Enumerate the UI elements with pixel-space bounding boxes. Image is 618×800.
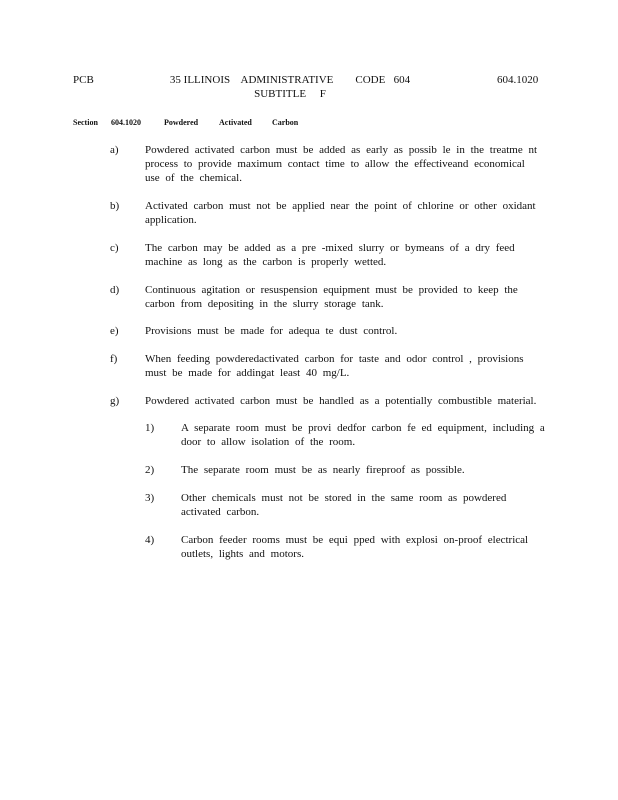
list-item-text — [145, 199, 536, 227]
text-line: Continuous agitation or resuspension equipment must be provided to keep the — [145, 284, 518, 296]
text-line: use of the chemical. — [145, 172, 242, 184]
sub-list-item-text — [181, 421, 545, 449]
sub-list-item-label: 3) — [145, 492, 155, 504]
text-line: The carbon may be added as a pre -mixed slurry or bymeans of a dry feed — [145, 242, 515, 254]
text-line: door to allow isolation of the room. — [181, 436, 356, 448]
text-line: application. — [145, 214, 197, 226]
text-line: outlets, lights and motors. — [181, 548, 304, 560]
list-item-label: e) — [110, 325, 119, 337]
sub-list-item-label: 2) — [145, 464, 155, 476]
list-item-label: c) — [110, 242, 119, 254]
text-line: Activated carbon must not be applied near the point of chlorine or other oxidant — [145, 200, 536, 212]
text-line: process to provide maximum contact time to allow the effectiveand economical — [145, 158, 525, 170]
text-line: carbon from depositing in the slurry storage tank. — [145, 298, 384, 310]
list-item-label: g) — [110, 395, 120, 407]
header-right: 604.1020 — [497, 74, 539, 86]
text-line: machine as long as the carbon is properly wetted. — [145, 256, 387, 268]
list-item-text — [145, 283, 518, 311]
section-number: 604.1020 — [111, 118, 141, 127]
sub-list-item-text — [181, 533, 528, 561]
list-item-label: d) — [110, 284, 120, 296]
text-line: activated carbon. — [181, 506, 260, 518]
section-title-word-3: Carbon — [272, 118, 299, 127]
header-center — [150, 73, 430, 101]
sub-list-item-text — [181, 463, 465, 477]
header-title: 35 ILLINOIS ADMINISTRATIVE CODE 604 — [169, 74, 411, 86]
header-subtitle: SUBTITLE F — [254, 88, 326, 100]
text-line: Other chemicals must not be stored in the same room as powdered — [181, 492, 507, 504]
section-title-word-2: Activated — [219, 118, 252, 127]
section-title-word-1: Powdered — [164, 118, 199, 127]
text-line: A separate room must be provi dedfor carbon fe ed equipment, including a — [181, 422, 545, 434]
list-item-label: f) — [110, 353, 118, 365]
text-line: When feeding powderedactivated carbon for taste and odor control , provisions — [145, 353, 524, 365]
list-item-label: a) — [110, 144, 119, 156]
text-line: Powdered activated carbon must be added as early as possib le in the treatme nt — [145, 144, 538, 156]
list-item-text — [145, 394, 536, 408]
text-line: Carbon feeder rooms must be equi pped with explosi on-proof electrical — [181, 534, 529, 546]
text-line: Powdered activated carbon must be handled as a potentially combustible material. — [145, 395, 537, 407]
text-line: Provisions must be made for adequa te dust control. — [145, 325, 398, 337]
header-left: PCB — [73, 74, 94, 86]
list-item-text — [145, 352, 524, 380]
text-line: The separate room must be as nearly fireproof as possible. — [181, 464, 465, 476]
sub-list-item-label: 1) — [145, 422, 155, 434]
list-item-text — [145, 143, 537, 185]
text-line: must be made for addingat least 40 mg/L. — [145, 367, 350, 379]
list-item-text — [145, 241, 515, 269]
section-label: Section — [73, 118, 98, 127]
sub-list-item-text — [181, 491, 506, 519]
sub-list-item-label: 4) — [145, 534, 155, 546]
list-item-text — [145, 324, 397, 338]
list-item-label: b) — [110, 200, 120, 212]
